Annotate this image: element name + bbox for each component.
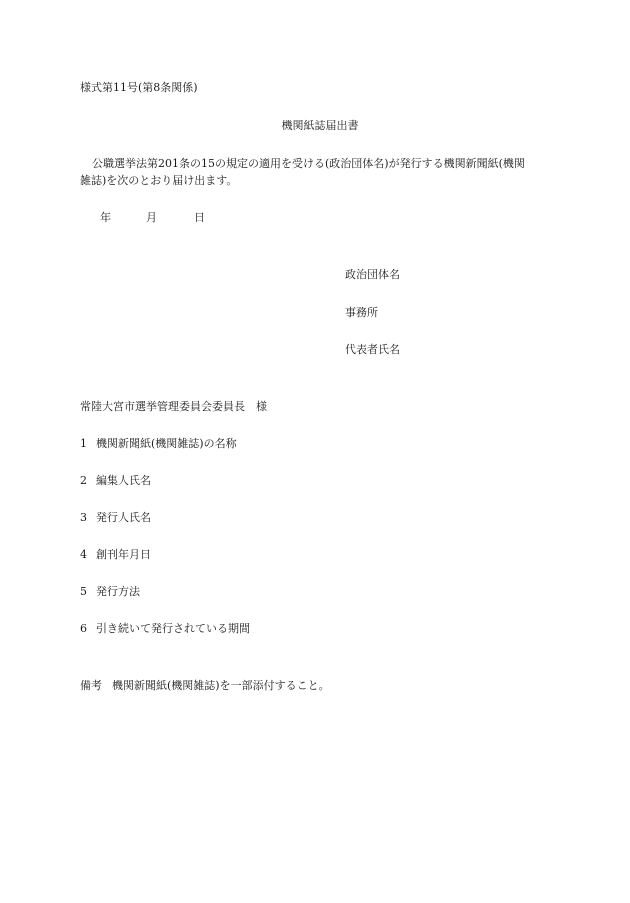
representative-name-label: 代表者氏名 — [345, 343, 400, 356]
item-label: 引き続いて発行されている期間 — [96, 622, 250, 635]
remark — [80, 678, 330, 693]
list-item — [80, 584, 140, 599]
item-number: 5 — [80, 585, 87, 598]
date-month-label: 月 — [146, 211, 157, 224]
body-text-line-1: 公職選挙法第201条の15の規定の適用を受ける(政治団体名)が発行する機関新聞紙(機関 — [92, 157, 525, 170]
list-item — [80, 473, 151, 488]
office-label: 事務所 — [345, 306, 378, 319]
item-number: 1 — [80, 437, 87, 450]
list-item — [80, 621, 250, 636]
item-number: 4 — [80, 548, 87, 561]
remark-label: 備考 — [80, 679, 102, 692]
item-label: 創刊年月日 — [96, 548, 151, 561]
form-number: 様式第11号(第8条関係) — [80, 81, 198, 94]
document-title: 機関紙誌届出書 — [281, 119, 359, 132]
item-label: 編集人氏名 — [96, 474, 151, 487]
list-item — [80, 547, 151, 562]
date-day-label: 日 — [194, 211, 205, 224]
item-number: 3 — [80, 511, 87, 524]
item-number: 6 — [80, 622, 87, 635]
date-year-label: 年 — [100, 211, 111, 224]
date-row — [100, 210, 205, 225]
item-label: 機関新聞紙(機関雑誌)の名称 — [96, 437, 237, 450]
list-item — [80, 510, 151, 525]
body-text-line-2: 雑誌)を次のとおり届け出ます。 — [80, 174, 238, 187]
item-label: 発行人氏名 — [96, 511, 151, 524]
item-label: 発行方法 — [96, 585, 140, 598]
political-group-name-label: 政治団体名 — [345, 268, 400, 281]
item-number: 2 — [80, 474, 87, 487]
remark-text: 機関新聞紙(機関雑誌)を一部添付すること。 — [112, 679, 330, 692]
list-item — [80, 436, 237, 451]
addressee: 常陸大宮市選挙管理委員会委員長 様 — [80, 400, 267, 413]
